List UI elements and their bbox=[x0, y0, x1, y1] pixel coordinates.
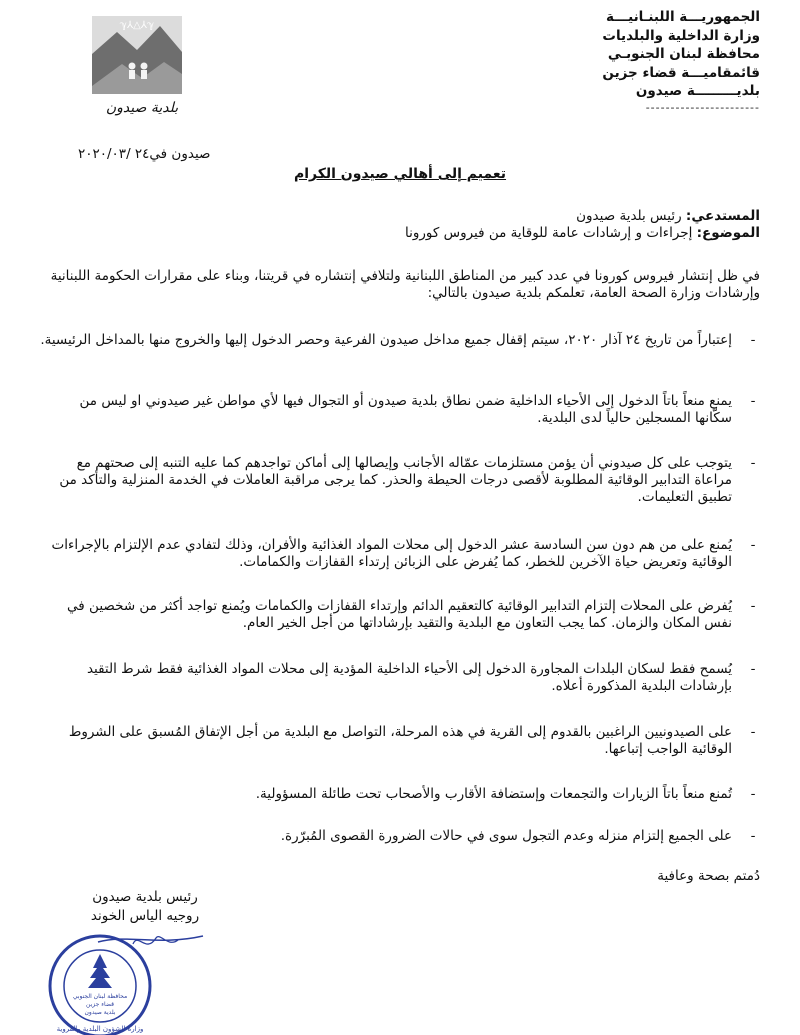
instruction-item bbox=[40, 786, 760, 803]
stamp-inner-text: قضاء جزين bbox=[86, 1001, 114, 1008]
instruction-item bbox=[40, 393, 760, 427]
closing-line: دُمتم بصحة وعافية bbox=[657, 868, 760, 884]
instruction-text: يُفرض على المحلات إلتزام التدابير الوقائية كالتعقيم الدائم وإرتداء القفازات والكمامات ويُمنع تواجد أكثر من شخصين في نفس المكان والزمان. كما يجب التعاون مع البلدية والتقيد بإرشاداتها من أجل الخير العام. bbox=[67, 598, 732, 631]
document-date: صيدون في٢٤ /٢٠٢٠/٠٣ bbox=[78, 146, 211, 162]
letterhead-rule: ----------------------- bbox=[645, 100, 760, 114]
bullet-dash: - bbox=[750, 332, 756, 348]
letterhead bbox=[560, 8, 760, 115]
letterhead-line: وزارة الداخلية والبلديات bbox=[602, 27, 760, 44]
instruction-text: على الصيدونيين الراغبين بالقدوم إلى القرية في هذه المرحلة، التواصل مع البلدية من أجل الإتفاق المُسبق على الشروط الوقائية الواجب إتباعها. bbox=[68, 724, 732, 757]
subject-label: الموضوع: bbox=[696, 225, 760, 241]
logo-caption: بلدية صيدون bbox=[105, 100, 179, 116]
signature-title: رئيس بلدية صيدون bbox=[92, 889, 198, 905]
document-meta bbox=[60, 208, 760, 242]
instruction-text: يُسمح فقط لسكان البلدات المجاورة الدخول إلى الأحياء الداخلية المؤدية إلى محلات المواد الغذائية فقط شرط التقيد بإرشادات البلدية المذكورة أعلاه. bbox=[86, 661, 732, 694]
bullet-dash: - bbox=[750, 537, 756, 553]
instruction-item bbox=[40, 828, 760, 845]
letterhead-line: قائمقاميـــة قضاء جزين bbox=[602, 64, 760, 81]
stamp-ring-text: وزارة الشؤون البلدية والقروية bbox=[56, 1025, 144, 1033]
bullet-dash: - bbox=[750, 786, 756, 802]
instruction-text: تُمنع منعاً باتاً الزيارات والتجمعات وإستضافة الأقارب والأصحاب تحت طائلة المسؤولية. bbox=[255, 786, 732, 802]
logo-glyphs: ℽ⅄△⅄ℽ bbox=[119, 20, 155, 31]
intro-paragraph: في ظل إنتشار فيروس كورونا في عدد كبير من المناطق اللبنانية ولتلافي إنتشاره في قريتنا، وبناء على مقرارات الحكومة اللبنانية وإرشادات وزارة الصحة العامة، تعلمكم بلدية صيدون بالتالي: bbox=[50, 268, 760, 301]
requester-row bbox=[60, 208, 760, 225]
document-title: تعميم إلى أهالي صيدون الكرام bbox=[293, 166, 507, 182]
instruction-item bbox=[40, 661, 760, 695]
instruction-item bbox=[40, 598, 760, 632]
bullet-dash: - bbox=[750, 455, 756, 471]
instruction-item bbox=[40, 332, 760, 349]
requester-value: رئيس بلدية صيدون bbox=[576, 208, 686, 224]
instruction-text: يتوجب على كل صيدوني أن يؤمن مستلزمات عمّاله الأجانب وإيصالها إلى أماكن تواجدهم كما عليه التنبه إلى صحتهم مع مراعاة التدابير الوقائية المطلوبة لأقصى درجات الحيطة والحذر. كما يرجى مراقبة العاملات في الخدمة المنزلية والتأكد من تطبيق التعليمات. bbox=[59, 455, 732, 505]
stamp-inner-text: محافظة لبنان الجنوبي bbox=[72, 993, 128, 1000]
cedar-icon bbox=[88, 954, 112, 988]
bullet-dash: - bbox=[750, 598, 756, 614]
stamp-inner-text: بلدية صيدون bbox=[84, 1009, 116, 1016]
instruction-item bbox=[40, 537, 760, 571]
bullet-dash: - bbox=[750, 724, 756, 740]
signature-name: روجيه الياس الخوند bbox=[90, 908, 200, 924]
subject-row bbox=[60, 225, 760, 242]
letterhead-line: بلديـــــــــة صيدون bbox=[635, 83, 760, 99]
instruction-item bbox=[40, 724, 760, 758]
letterhead-line: الجمهوريـــة اللبنـانيـــة bbox=[606, 9, 760, 25]
instruction-text: يُمنع على من هم دون سن السادسة عشر الدخول إلى محلات المواد الغذائية والأفران، وذلك لتفادي عدم الإلتزام بالإجراءات الوقائية وتعريض حياة الآخرين للخطر، كما يُفرض على الزبائن إرتداء القفازات والكمامات. bbox=[51, 537, 732, 570]
official-stamp bbox=[38, 924, 208, 1035]
bullet-dash: - bbox=[750, 828, 756, 844]
instruction-item bbox=[40, 455, 760, 506]
subject-value: إجراءات و إرشادات عامة للوقاية من فيروس كورونا bbox=[404, 225, 697, 241]
letterhead-line: محافظة لبنان الجنوبـي bbox=[607, 46, 760, 62]
bullet-dash: - bbox=[750, 393, 756, 409]
requester-label: المستدعي: bbox=[685, 208, 760, 224]
instruction-text: على الجميع إلتزام منزله وعدم التجول سوى في حالات الضرورة القصوى المُبرّرة. bbox=[280, 828, 732, 844]
signature-block bbox=[80, 888, 210, 926]
bullet-dash: - bbox=[750, 661, 756, 677]
instruction-text: يمنع منعاً باتاً الدخول إلى الأحياء الداخلية ضمن نطاق بلدية صيدون أو التجوال فيها لأي مواطن غير صيدوني او ليس من سكّانها المسجلين حالياً لدى البلدية. bbox=[79, 393, 732, 426]
instruction-text: إعتباراً من تاريخ ٢٤ آذار ٢٠٢٠، سيتم إقفال جميع مداخل صيدون الفرعية وحصر الدخول إليها والخروج منها بالمداخل الرئيسية. bbox=[40, 332, 732, 348]
